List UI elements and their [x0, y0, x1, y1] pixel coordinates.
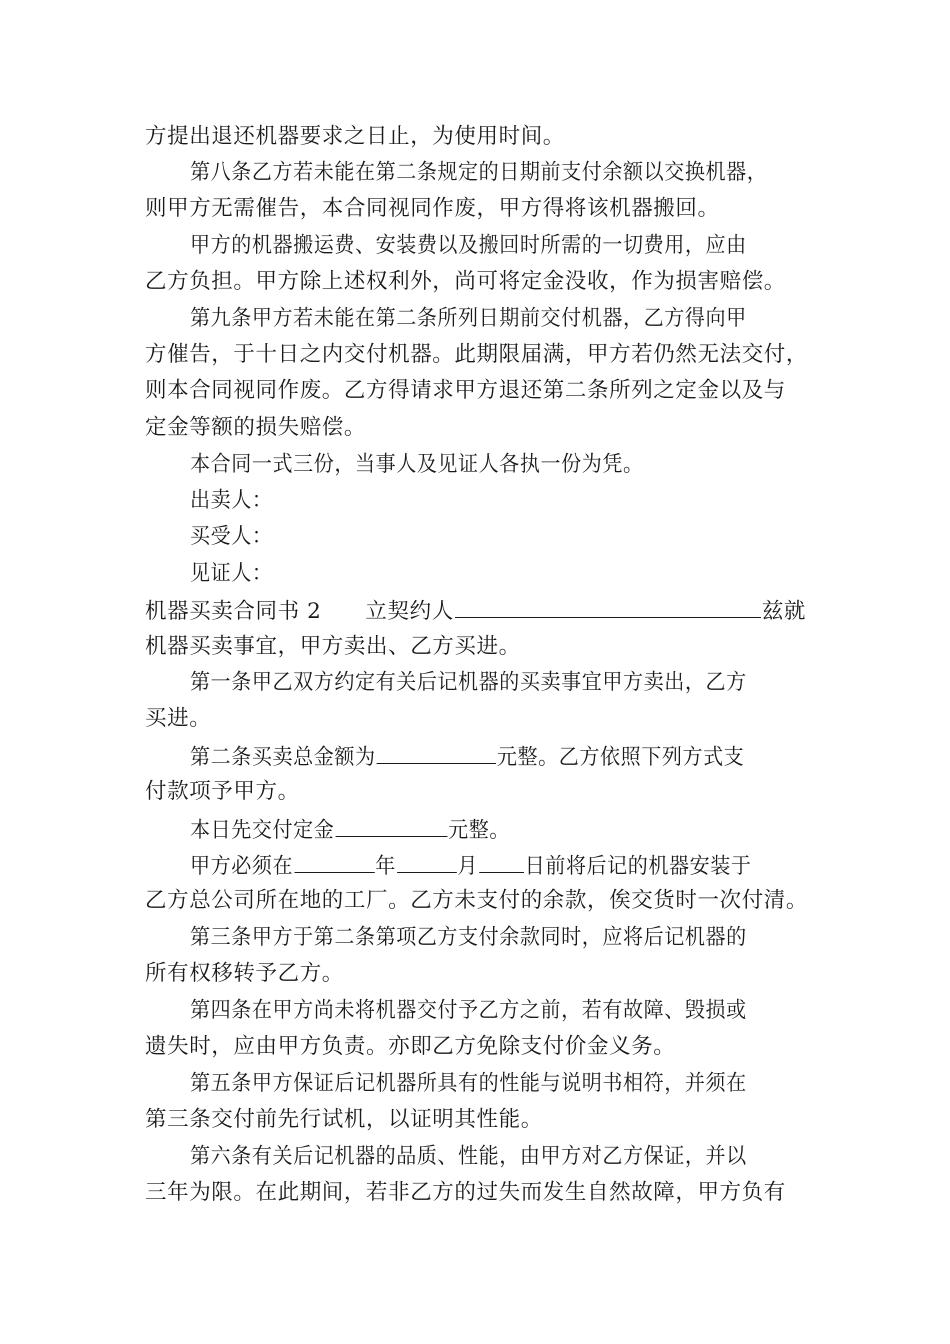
- seller-label: 出卖人：: [190, 488, 273, 513]
- text-line: 甲方的机器搬运费、安装费以及搬回时所需的一切费用，应由: [190, 233, 747, 258]
- text-line: 乙方总公司所在地的工厂。乙方未支付的余款，俟交货时一次付清。: [145, 888, 809, 913]
- contract-title: 机器买卖合同书 2: [145, 599, 322, 624]
- text-line-article-5: 第五条甲方保证后记机器所具有的性能与说明书相符，并须在: [190, 1071, 747, 1096]
- party-blank: [455, 595, 761, 618]
- installation-date-line: 甲方必须在 年 月 日前将后记的机器安装于: [190, 850, 815, 880]
- text-line: 方催告，于十日之内交付机器。此期限届满，甲方若仍然无法交付，: [145, 342, 809, 367]
- witness-label: 见证人：: [190, 561, 273, 586]
- text-line: 方提出退还机器要求之日止，为使用时间。: [145, 124, 565, 149]
- text-line: 则本合同视同作废。乙方得请求甲方退还第二条所列之定金以及与: [145, 378, 786, 403]
- text-line: 则甲方无需催告，本合同视同作废，甲方得将该机器搬回。: [145, 196, 720, 221]
- text-line-article-4: 第四条在甲方尚未将机器交付予乙方之前，若有故障、毁损或: [190, 998, 747, 1023]
- deposit-line: 本日先交付定金 元整。: [190, 814, 815, 844]
- contract-title-line: [145, 595, 815, 625]
- text-line-article-1: 第一条甲乙双方约定有关后记机器的买卖事宜甲方卖出，乙方: [190, 670, 747, 695]
- total-amount-blank: [377, 741, 496, 764]
- text-line: 乙方负担。甲方除上述权利外，尚可将定金没收，作为损害赔偿。: [145, 269, 786, 294]
- text-line: 三年为限。在此期间，若非乙方的过失而发生自然故障，甲方负有: [145, 1180, 786, 1205]
- text-line: 本合同一式三份，当事人及见证人各执一份为凭。: [190, 452, 644, 477]
- text-line: 机器买卖事宜，甲方卖出、乙方买进。: [145, 634, 521, 659]
- party-label: 立契约人: [365, 599, 454, 624]
- text-line-article-6: 第六条有关后记机器的品质、性能，由甲方对乙方保证，并以: [190, 1144, 747, 1169]
- text-line: 定金等额的损失赔偿。: [145, 415, 367, 440]
- text-line-article-8: 第八条乙方若未能在第二条规定的日期前支付余额以交换机器，: [190, 160, 768, 185]
- text-line: 付款项予甲方。: [145, 779, 300, 804]
- text-line: 第三条交付前先行试机，以证明其性能。: [145, 1107, 543, 1132]
- text-line-article-3: 第三条甲方于第二条第项乙方支付余款同时，应将后记机器的: [190, 925, 747, 950]
- text-line-article-9: 第九条甲方若未能在第二条所列日期前交付机器，乙方得向甲: [190, 306, 747, 331]
- day-blank: [479, 850, 524, 873]
- title-line-after: 兹就: [761, 599, 807, 624]
- text-line: 所有权移转予乙方。: [145, 961, 344, 986]
- year-blank: [294, 850, 374, 873]
- article-2-line: 第二条买卖总金额为 元整。乙方依照下列方式支: [190, 741, 815, 771]
- buyer-label: 买受人：: [190, 524, 273, 549]
- month-blank: [397, 850, 457, 873]
- deposit-amount-blank: [335, 814, 447, 837]
- text-line: 买进。: [145, 706, 212, 731]
- text-line: 遗失时，应由甲方负责。亦即乙方免除支付价金义务。: [145, 1034, 676, 1059]
